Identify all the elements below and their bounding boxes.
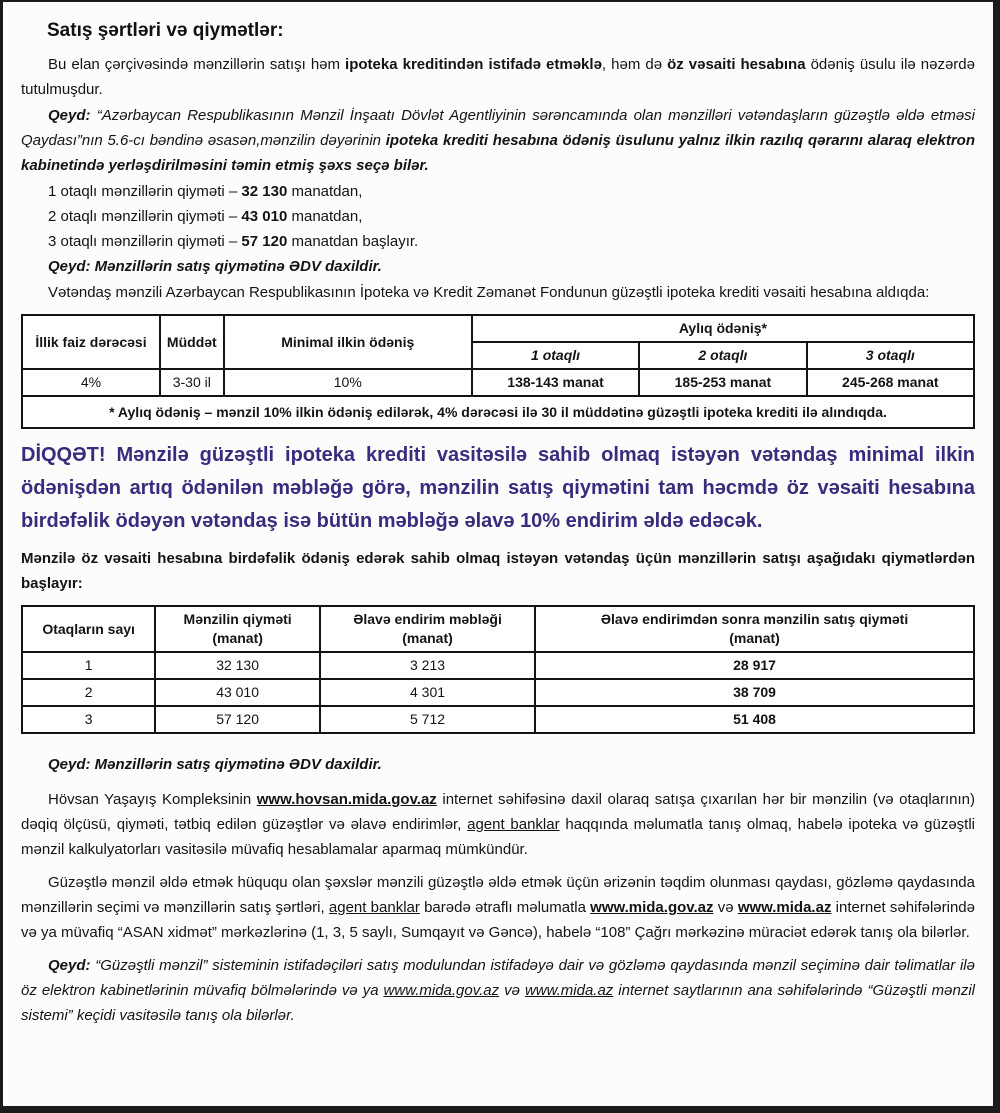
header-extra-discount: Əlavə endirim məbləği (manat) xyxy=(320,606,535,652)
cell-term: 3-30 il xyxy=(160,369,224,396)
cell-monthly-2room: 185-253 manat xyxy=(639,369,806,396)
price-3room-value: 57 120 xyxy=(241,233,288,250)
price-line-3room: 3 otaqlı mənzillərin qiyməti – 57 120 manatdan başlayır. xyxy=(48,233,419,250)
hovsan-website-paragraph: Hövsan Yaşayış Kompleksinin www.hovsan.mida.gov.az internet səhifəsinə daxil olaraq satışa çıxarılan hər bir mənzilin (və otaqlarının) dəqiq ölçüsü, qiyməti, tətbiq edilən güzəştlər və əlavə endirimlər, agent banklar haqqında məlumatla tanış olmaq, habelə ipoteka və güzəştli mənzil kalkulyatorları vasitəsilə müvafiq hesablamalar aparmaq mümkündür. xyxy=(21,791,976,858)
cell-discount: 5 712 xyxy=(320,706,535,733)
table-footnote-row xyxy=(22,396,974,428)
cell-discount: 3 213 xyxy=(320,652,535,679)
cell-discount: 4 301 xyxy=(320,679,535,706)
mida-gov-link[interactable]: www.mida.gov.az xyxy=(590,899,714,916)
table-row xyxy=(22,706,974,733)
unit-manat: (manat) xyxy=(212,630,263,646)
header-annual-rate: İllik faiz dərəcəsi xyxy=(22,315,160,369)
unit-manat: (manat) xyxy=(402,630,453,646)
subheader-3room: 3 otaqlı xyxy=(807,342,974,369)
unit-manat: (manat) xyxy=(729,630,780,646)
price-line-1room: 1 otaqlı mənzillərin qiyməti – 32 130 manatdan, xyxy=(48,183,363,200)
page-title: Satış şərtləri və qiymətlər: xyxy=(47,20,284,41)
document-content xyxy=(3,2,993,1028)
header-term: Müddət xyxy=(160,315,224,369)
header-apartment-price: Mənzilin qiyməti (manat) xyxy=(155,606,320,652)
table2-header-row xyxy=(22,606,974,652)
agent-banks-underline: agent banklar xyxy=(467,816,560,833)
cell-rooms: 3 xyxy=(22,706,155,733)
cell-final-price: 28 917 xyxy=(535,652,974,679)
table-data-row xyxy=(22,369,974,396)
note-label: Qeyd: xyxy=(48,107,91,124)
intro-text: Bu elan çərçivəsində mənzillərin satışı həm xyxy=(48,56,346,73)
intro-bold-mortgage: ipoteka kreditindən istifadə etməklə xyxy=(345,56,602,73)
intro-paragraph: Bu elan çərçivəsində mənzillərin satışı həm ipoteka kreditindən istifadə etməklə, həm də öz vəsaiti hesabına ödəniş üsulu ilə nəzərdə tutulmuşdur. xyxy=(21,56,975,98)
eligibility-info-paragraph: Güzəştlə mənzil əldə etmək hüququ olan şəxslər mənzili güzəştlə əldə etmək üçün ərizənin təqdim olunması qaydası, gözləmə qaydasında mənzillərin seçimi və mənzillərin satış şərtləri, agent banklar barədə ətraflı məlumatla www.mida.gov.az və www.mida.az internet səhifələrində və ya müvafiq “ASAN xidmət” mərkəzlərinə (1, 3, 5 saylı, Sumqayıt və Gəncə), habelə “108” Çağrı mərkəzinə müraciət edərək tanış ola bilərlər. xyxy=(21,874,975,941)
discount-prices-table xyxy=(21,605,975,734)
mida-az-link[interactable]: www.mida.az xyxy=(737,899,832,916)
cell-monthly-3room: 245-268 manat xyxy=(807,369,974,396)
citizen-mortgage-paragraph: Vətəndaş mənzili Azərbaycan Respublikasının İpoteka və Kredit Zəmanət Fondunun güzəştli ipoteka krediti vəsaiti hesabına aldıqda: xyxy=(48,284,930,301)
price-line-2room: 2 otaqlı mənzillərin qiyməti – 43 010 manatdan, xyxy=(48,208,363,225)
attention-paragraph: DİQQƏT! Mənzilə güzəştli ipoteka krediti vasitəsilə sahib olmaq istəyən vətəndaş minimal ilkin ödənişdən artıq ödənilən məbləğə görə, mənzilin satış qiymətini tam həcmdə öz vəsaiti hesabına birdəfəlik ödəyən vətəndaş isə bütün məbləğə əlavə 10% endirim əldə edəcək. xyxy=(21,444,975,532)
note-label: Qeyd: xyxy=(48,957,91,974)
cell-final-price: 51 408 xyxy=(535,706,974,733)
table-footnote: * Aylıq ödəniş – mənzil 10% ilkin ödəniş edilərək, 4% dərəcəsi ilə 30 il müddətinə güzəştli ipoteka krediti ilə alındıqda. xyxy=(22,396,974,428)
table-header-row xyxy=(22,315,974,342)
cell-price: 32 130 xyxy=(155,652,320,679)
cell-monthly-1room: 138-143 manat xyxy=(472,369,639,396)
cell-price: 57 120 xyxy=(155,706,320,733)
mortgage-terms-table xyxy=(21,314,975,429)
mida-gov-link-italic[interactable]: www.mida.gov.az xyxy=(383,982,500,999)
subheader-2room: 2 otaqlı xyxy=(639,342,806,369)
note-agency-rule: Qeyd: “Azərbaycan Respublikasının Mənzil İnşaatı Dövlət Agentliyinin sərəncamında olan mənzilləri vətəndaşların güzəştlə əldə etməsi Qaydası”nın 5.6-cı bəndinə əsasən,mənzilin dəyərinin ipoteka krediti hesabına ödəniş üsulunu yalnız ilkin razılıq qərarını alaraq elektron kabinetində yerləşdirilməsini təmin etmiş şəxs seçə bilər. xyxy=(21,107,975,174)
cell-final-price: 38 709 xyxy=(535,679,974,706)
cell-rooms: 1 xyxy=(22,652,155,679)
cell-rooms: 2 xyxy=(22,679,155,706)
note-bold-condition: ipoteka krediti hesabına ödəniş üsulunu yalnız ilkin razılıq qərarını alaraq elektron kabinetində yerləşdirilməsini təmin etmiş şəxs seçə bilər. xyxy=(21,132,975,174)
note-vat-included-2: Qeyd: Mənzillərin satış qiymətinə ƏDV daxildir. xyxy=(48,756,382,773)
hovsan-website-link[interactable]: www.hovsan.mida.gov.az xyxy=(256,791,437,808)
own-funds-paragraph: Mənzilə öz vəsaiti hesabına birdəfəlik ödəniş edərək sahib olmaq istəyən vətəndaş üçün mənzillərin satışı aşağıdakı qiymətlərdən başlayır: xyxy=(21,550,975,592)
cell-initial: 10% xyxy=(224,369,472,396)
table-row xyxy=(22,679,974,706)
header-min-initial-payment: Minimal ilkin ödəniş xyxy=(224,315,472,369)
mida-az-link-italic[interactable]: www.mida.az xyxy=(524,982,614,999)
table-row xyxy=(22,652,974,679)
price-1room-value: 32 130 xyxy=(241,183,288,200)
subheader-1room: 1 otaqlı xyxy=(472,342,639,369)
note-vat-included-1: Qeyd: Mənzillərin satış qiymətinə ƏDV daxildir. xyxy=(48,258,382,275)
intro-bold-ownfunds: öz vəsaiti hesabına xyxy=(667,56,806,73)
cell-price: 43 010 xyxy=(155,679,320,706)
cell-rate: 4% xyxy=(22,369,160,396)
header-room-count: Otaqların sayı xyxy=(22,606,155,652)
header-price-after-discount: Əlavə endirimdən sonra mənzilin satış qiyməti (manat) xyxy=(535,606,974,652)
price-2room-value: 43 010 xyxy=(241,208,288,225)
final-note-paragraph: Qeyd: “Güzəştli mənzil” sisteminin istifadəçiləri satış modulundan istifadəyə dair və gözləmə qaydasında mənzil seçiminə dair təlimatlar ilə öz elektron kabinetlərinin müvafiq bölmələrində və ya www.mida.gov.az və www.mida.az internet saytlarının ana səhifələrində “Güzəştli mənzil sistemi” keçidi vasitəsilə tanış ola bilərlər. xyxy=(21,957,975,1024)
agent-banks-underline: agent banklar xyxy=(328,899,420,916)
header-monthly-payment: Aylıq ödəniş* xyxy=(472,315,974,342)
